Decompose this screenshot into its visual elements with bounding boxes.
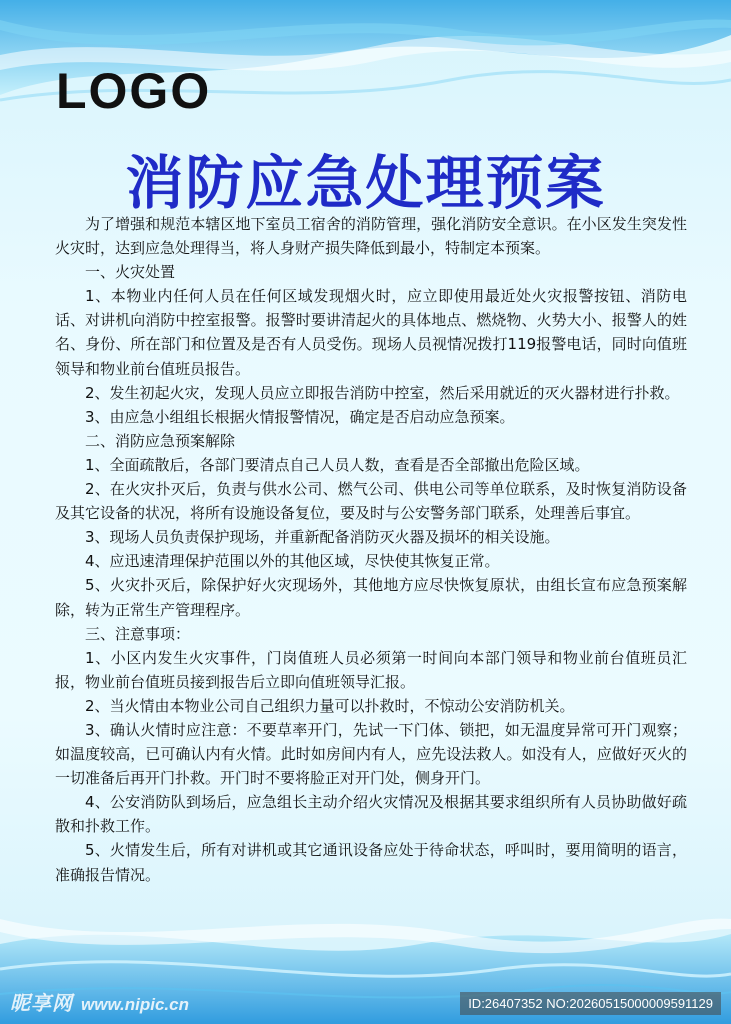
- logo-placeholder: LOGO: [56, 63, 212, 119]
- paragraph: 3、确认火情时应注意：不要草率开门，先试一下门体、锁把，如无温度异常可开门观察；如温度较高，已可确认内有火情。此时如房间内有人，应先设法救人。如没有人，应做好灭火的一切准备后再开门扑救。开门时不要将脸正对开门处，侧身开门。: [55, 720, 687, 788]
- paragraph: 4、公安消防队到场后，应急组长主动介绍火灾情况及根据其要求组织所有人员协助做好疏散和扑救工作。: [55, 793, 687, 836]
- paragraph: 2、发生初起火灾，发现人员应立即报告消防中控室，然后采用就近的灭火器材进行扑救。: [85, 383, 680, 402]
- page-title: 消防应急处理预案: [125, 149, 606, 217]
- watermark-brand: 昵享网: [10, 993, 73, 1015]
- paragraph: 5、火灾扑灭后，除保护好火灾现场外，其他地方应尽快恢复原状，由组长宣布应急预案解除，转为正常生产管理程序。: [55, 576, 687, 619]
- document-body: [55, 212, 687, 887]
- paragraph: 1、小区内发生火灾事件，门岗值班人员必须第一时间向本部门领导和物业前台值班员汇报，物业前台值班员接到报告后立即向值班领导汇报。: [55, 648, 687, 691]
- paragraph: 2、在火灾扑灭后，负责与供水公司、燃气公司、供电公司等单位联系，及时恢复消防设备及其它设备的状况，将所有设施设备复位，要及时与公安警务部门联系，处理善后事宜。: [55, 480, 687, 523]
- paragraph: 3、现场人员负责保护现场，并重新配备消防灭火器及损坏的相关设施。: [85, 528, 560, 547]
- paragraph: 2、当火情由本物业公司自己组织力量可以扑救时，不惊动公安消防机关。: [85, 696, 575, 715]
- watermark-url: www.nipic.cn: [81, 995, 189, 1014]
- paragraph: 4、应迅速清理保护范围以外的其他区域，尽快使其恢复正常。: [85, 552, 500, 571]
- paragraph: 为了增强和规范本辖区地下室员工宿舍的消防管理，强化消防安全意识。在小区发生突发性火灾时，达到应急处理得当，将人身财产损失降低到最小，特制定本预案。: [55, 215, 687, 258]
- paragraph: 5、火情发生后，所有对讲机或其它通讯设备应处于待命状态，呼叫时，要用简明的语言，准确报告情况。: [55, 841, 687, 884]
- section-heading: 二、消防应急预案解除: [85, 431, 236, 450]
- watermark: [10, 987, 189, 1016]
- paragraph: 3、由应急小组组长根据火情报警情况，确定是否启动应急预案。: [85, 407, 515, 426]
- paragraph: 1、全面疏散后，各部门要清点自己人员人数，查看是否全部撤出危险区域。: [85, 455, 590, 474]
- image-id-label: ID:26407352 NO:20260515000009591129: [460, 992, 721, 1015]
- section-heading: 三、注意事项：: [85, 624, 191, 643]
- paragraph: 1、本物业内任何人员在任何区域发现烟火时，应立即使用最近处火灾报警按钮、消防电话、对讲机向消防中控室报警。报警时要讲清起火的具体地点、燃烧物、火势大小、报警人的姓名、身份、所在部门和位置及是否有人员受伤。现场人员视情况拨打119报警电话，同时向值班领导和物业前台值班员报告。: [55, 287, 687, 378]
- section-heading: 一、火灾处置: [85, 263, 176, 282]
